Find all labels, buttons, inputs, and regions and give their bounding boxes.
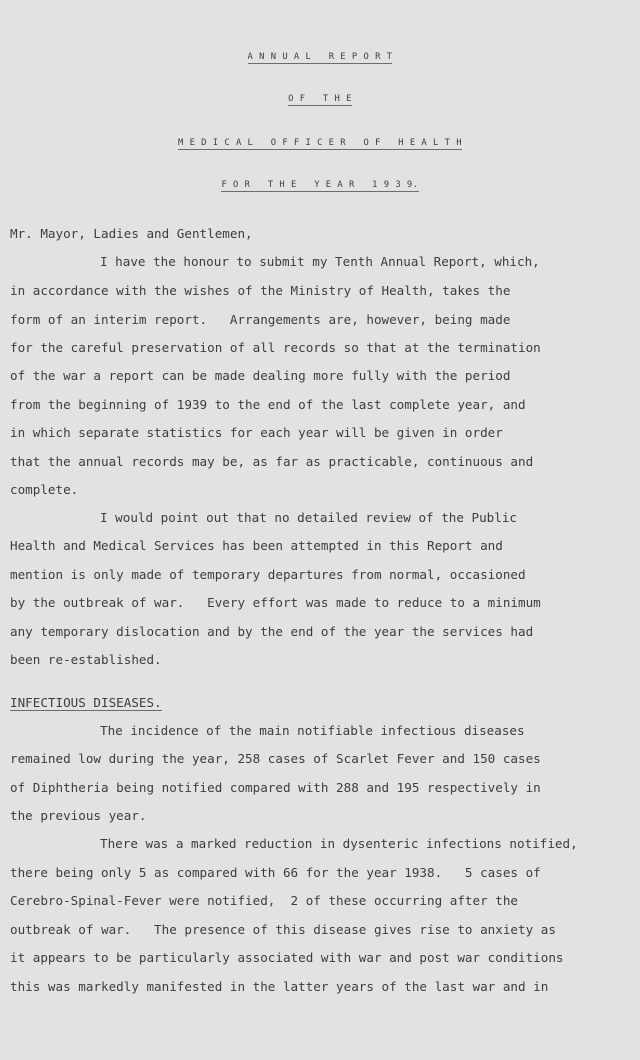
- paragraph-line: by the outbreak of war. Every effort was made to reduce to a minimum: [10, 595, 541, 610]
- paragraph-line: outbreak of war. The presence of this disease gives rise to anxiety as: [10, 922, 556, 937]
- paragraph-line: there being only 5 as compared with 66 for the year 1938. 5 cases of: [10, 865, 541, 880]
- paragraph-line: been re-established.: [10, 652, 162, 667]
- paragraph-line: complete.: [10, 482, 79, 497]
- report-subtitle-year: F O R T H E Y E A R 1 9 3 9.: [221, 180, 419, 190]
- report-title: A N N U A L R E P O R T: [247, 52, 393, 62]
- paragraph-line: of Diphtheria being notified compared with 288 and 195 respectively in: [10, 780, 541, 795]
- paragraph-line: The incidence of the main notifiable infectious diseases: [100, 723, 525, 738]
- paragraph-line: it appears to be particularly associated with war and post war conditions: [10, 950, 564, 965]
- paragraph-line: the previous year.: [10, 808, 147, 823]
- paragraph-line: for the careful preservation of all records so that at the termination: [10, 340, 541, 355]
- salutation: Mr. Mayor, Ladies and Gentlemen,: [10, 226, 253, 241]
- report-subtitle-of-the: O F T H E: [288, 94, 352, 104]
- paragraph-line: I have the honour to submit my Tenth Annual Report, which,: [100, 254, 540, 269]
- paragraph-line: remained low during the year, 258 cases of Scarlet Fever and 150 cases: [10, 751, 541, 766]
- paragraph-line: There was a marked reduction in dysenteric infections notified,: [100, 836, 578, 851]
- section-heading-infectious-diseases: INFECTIOUS DISEASES.: [10, 695, 162, 710]
- paragraph-line: Health and Medical Services has been attempted in this Report and: [10, 538, 503, 553]
- paragraph-line: mention is only made of temporary departures from normal, occasioned: [10, 567, 526, 582]
- paragraph-line: in which separate statistics for each year will be given in order: [10, 425, 503, 440]
- paragraph-line: this was markedly manifested in the latter years of the last war and in: [10, 979, 549, 994]
- paragraph-line: in accordance with the wishes of the Ministry of Health, takes the: [10, 283, 511, 298]
- paragraph-line: I would point out that no detailed review of the Public: [100, 510, 518, 525]
- report-subtitle-officer: M E D I C A L O F F I C E R O F H E A L T H: [177, 138, 462, 148]
- paragraph-line: any temporary dislocation and by the end of the year the services had: [10, 624, 534, 639]
- paragraph-line: that the annual records may be, as far as practicable, continuous and: [10, 454, 534, 469]
- paragraph-line: from the beginning of 1939 to the end of the last complete year, and: [10, 397, 526, 412]
- paragraph-line: form of an interim report. Arrangements are, however, being made: [10, 312, 511, 327]
- paragraph-line: of the war a report can be made dealing more fully with the period: [10, 368, 511, 383]
- paragraph-line: Cerebro-Spinal-Fever were notified, 2 of these occurring after the: [10, 893, 518, 908]
